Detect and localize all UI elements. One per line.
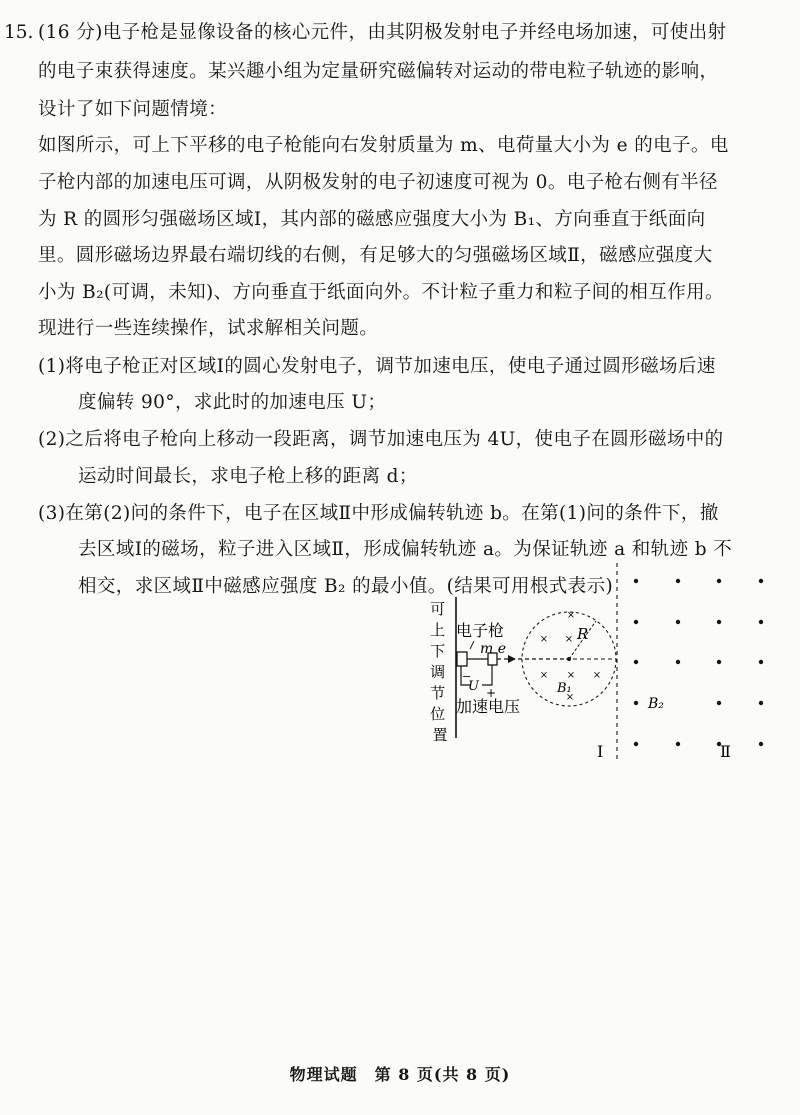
- adjust-char-1: 可: [430, 600, 446, 618]
- gun-label: 电子枪: [456, 621, 505, 640]
- adjust-char-4: 调: [430, 663, 446, 681]
- accel-voltage-label: 加速电压: [456, 697, 521, 716]
- adjust-char-5: 节: [430, 684, 446, 702]
- region-2-label: Ⅱ: [720, 742, 731, 761]
- circle-center: [567, 657, 571, 661]
- adjust-position-label: [430, 600, 450, 744]
- x-mark: ×: [565, 692, 575, 703]
- intro-line-9: 现进行一些连续操作，试求解相关问题。: [38, 318, 379, 339]
- gun-pointer: [470, 641, 474, 649]
- intro-line-1: (16 分)电子枪是显像设备的核心元件，由其阴极发射电子并经电场加速，可使出射: [38, 22, 727, 43]
- intro-line-2: 的电子束获得速度。某兴趣小组为定量研究磁偏转对运动的带电粒子轨迹的影响，: [38, 61, 719, 82]
- part-3-line-2: 去区域Ⅰ的磁场，粒子进入区域Ⅱ，形成偏转轨迹 a。为保证轨迹 a 和轨迹 b 不: [78, 539, 733, 560]
- part-2-line-1: (2)之后将电子枪向上移动一段距离，调节加速电压为 4U，使电子在圆形磁场中的: [38, 429, 724, 450]
- part-3-line-3: 相交，求区域Ⅱ中磁感应强度 B₂ 的最小值。(结果可用根式表示): [78, 576, 614, 597]
- x-mark: ×: [566, 670, 576, 681]
- cathode-block: [457, 652, 467, 666]
- circuit-wire-right: [482, 665, 492, 685]
- adjust-char-3: 下: [430, 642, 446, 660]
- part-3-line-1: (3)在第(2)问的条件下，电子在区域Ⅱ中形成偏转轨迹 b。在第(1)问的条件下，撤: [38, 503, 719, 524]
- x-mark: ×: [539, 670, 549, 681]
- intro-line-3: 设计了如下问题情境：: [38, 99, 228, 120]
- beam-arrow: [508, 655, 516, 663]
- b2-label: B₂: [648, 696, 664, 712]
- part-1-line-2: 度偏转 90°，求此时的加速电压 U；: [78, 392, 387, 413]
- intro-line-7: 里。圆形磁场边界最右端切线的右侧，有足够大的匀强磁场区域Ⅱ，磁感应强度大: [38, 245, 713, 266]
- region-1-label: Ⅰ: [597, 742, 604, 761]
- b1-label: B₁: [557, 681, 572, 696]
- intro-line-6: 为 R 的圆形匀强磁场区域Ⅰ，其内部的磁感应强度大小为 B₁、方向垂直于纸面向: [38, 209, 706, 230]
- page-footer: 物理试题 第 8 页(共 8 页): [289, 1065, 511, 1084]
- out-of-page-field-dots: [634, 579, 763, 746]
- question-number: 15.: [4, 22, 34, 43]
- x-mark: ×: [566, 610, 576, 621]
- intro-line-5: 子枪内部的加速电压可调，从阴极发射的电子初速度可视为 0。电子枪右侧有半径: [38, 172, 718, 193]
- adjust-char-2: 上: [430, 621, 446, 639]
- mass-charge-label: m e: [480, 641, 507, 657]
- x-mark: ×: [592, 670, 602, 681]
- adjust-char-6: 位: [430, 705, 446, 723]
- polarity-plus: +: [486, 686, 497, 700]
- voltage-symbol: U: [468, 679, 479, 694]
- part-2-line-2: 运动时间最长，求电子枪上移的距离 d；: [78, 466, 418, 487]
- part-1-line-1: (1)将电子枪正对区域Ⅰ的圆心发射电子，调节加速电压，使电子通过圆形磁场后速: [38, 356, 716, 377]
- intro-line-8: 小为 B₂(可调，未知)、方向垂直于纸面向外。不计粒子重力和粒子间的相互作用。: [38, 282, 724, 303]
- x-mark: ×: [564, 634, 574, 645]
- intro-line-4: 如图所示，可上下平移的电子枪能向右发射质量为 m、电荷量大小为 e 的电子。电: [38, 135, 729, 156]
- polarity-minus: −: [462, 670, 472, 683]
- radius-label: R: [577, 625, 589, 643]
- adjust-char-7: 置: [432, 726, 448, 744]
- x-mark: ×: [539, 634, 549, 645]
